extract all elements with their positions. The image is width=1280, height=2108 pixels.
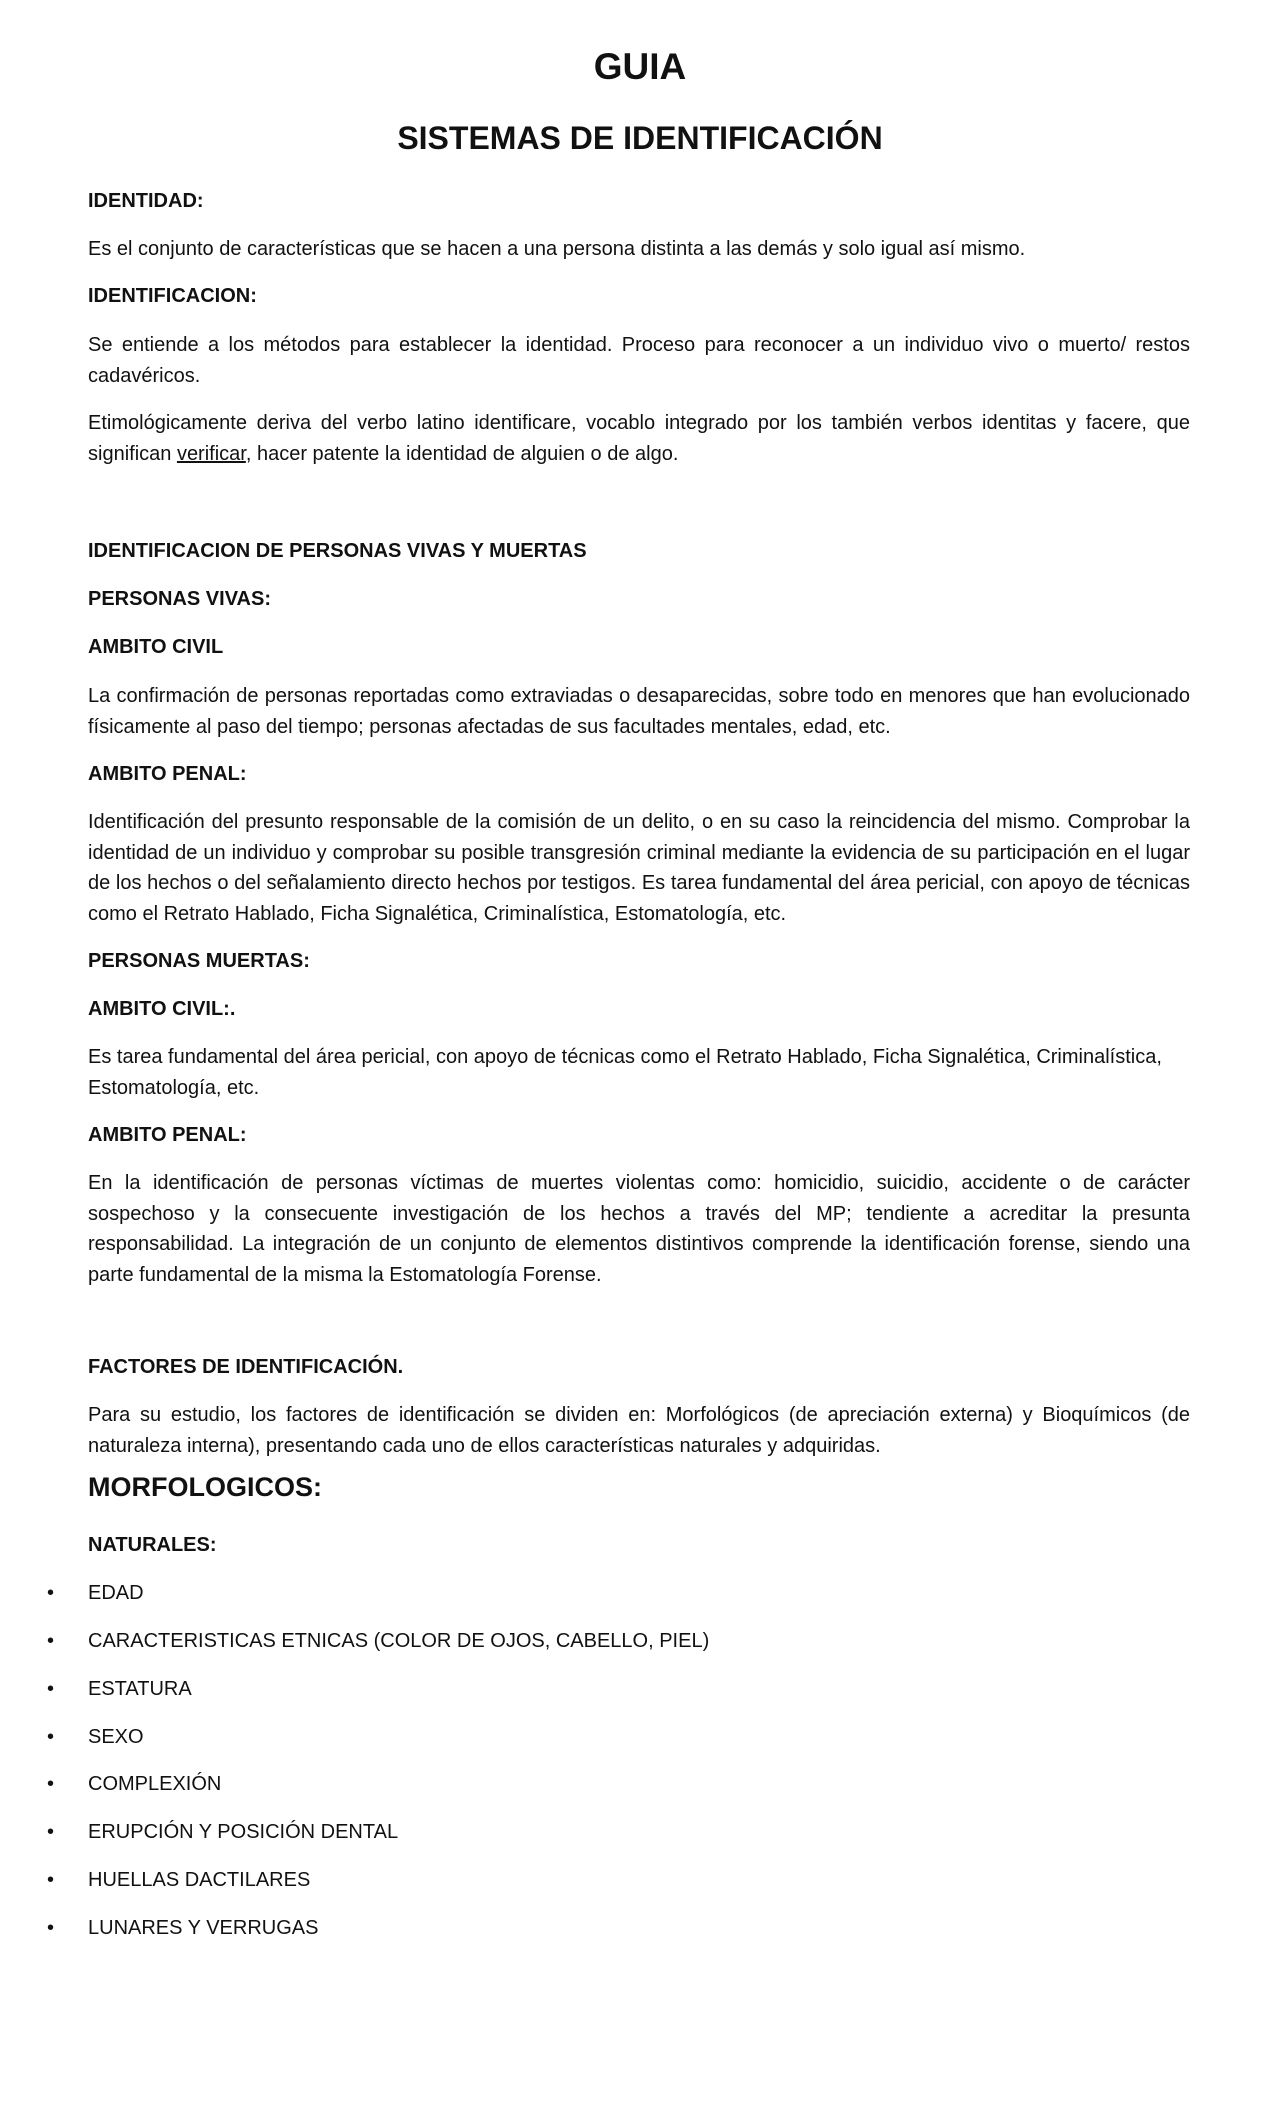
vivas-civil-heading: AMBITO CIVIL: [88, 636, 224, 658]
bullet-icon: •: [47, 1917, 55, 1939]
etymology-underlined-word: verificar: [176, 442, 246, 465]
vivas-penal-heading: AMBITO PENAL:: [88, 763, 247, 785]
muertas-civil-heading: AMBITO CIVIL:.: [88, 998, 236, 1020]
list-item: CARACTERISTICAS ETNICAS (COLOR DE OJOS, CABELLO, PIEL): [88, 1630, 710, 1652]
list-item: EDAD: [88, 1582, 144, 1604]
vivas-penal-text: Identificación del presunto responsable de la comisión de un delito, o en su caso la reincidencia del mismo. Comprobar la identidad de un individuo y comprobar su posible transgresión criminal mediante la evidencia de su participación en el lugar de los hechos o del señalamiento directo hechos por testigos. Es tarea fundamental del área pericial, con apoyo de técnicas como el Retrato Hablado, Ficha Signalética, Criminalística, Estomatología, etc.: [88, 811, 1190, 925]
factores-text: Para su estudio, los factores de identificación se dividen en: Morfológicos (de apreciación externa) y Bioquímicos (de naturaleza interna), presentando cada uno de ellos características naturales y adquiridas.: [88, 1404, 1190, 1457]
etymology-paragraph: [88, 408, 1190, 469]
bullet-icon: •: [47, 1726, 55, 1748]
muertas-penal-text: En la identificación de personas víctimas de muertes violentas como: homicidio, suicidio, accidente o de carácter sospechoso y la consecuente investigación de los hechos a través del MP; tendiente a acreditar la presunta responsabilidad. La integración de un conjunto de elementos distintivos comprende la identificación forense, siendo una parte fundamental de la misma la Estomatología Forense.: [88, 1172, 1190, 1286]
identidad-heading: IDENTIDAD:: [88, 190, 204, 212]
etymology-text-part2: , hacer patente la identidad de alguien o de algo.: [245, 442, 679, 465]
list-item: SEXO: [88, 1726, 144, 1748]
list-item: HUELLAS DACTILARES: [88, 1869, 311, 1891]
list-item: ERUPCIÓN Y POSICIÓN DENTAL: [88, 1821, 399, 1843]
identidad-text: Es el conjunto de características que se hacen a una persona distinta a las demás y solo igual así mismo.: [88, 238, 1026, 260]
identificacion-heading: IDENTIFICACION:: [88, 285, 257, 307]
muertas-civil-text: Es tarea fundamental del área pericial, con apoyo de técnicas como el Retrato Hablado, Ficha Signalética, Criminalística, Estomatología, etc.: [88, 1046, 1162, 1099]
personas-heading: IDENTIFICACION DE PERSONAS VIVAS Y MUERTAS: [88, 540, 587, 562]
list-item: ESTATURA: [88, 1678, 192, 1700]
document-title: GUIA: [593, 46, 687, 87]
etymology-text-part1: Etimológicamente deriva del verbo latino identificare, vocablo integrado por los también verbos identitas y facere, que significan: [88, 412, 1190, 465]
bullet-icon: •: [47, 1821, 55, 1843]
list-item: LUNARES Y VERRUGAS: [88, 1917, 319, 1939]
muertas-penal-heading: AMBITO PENAL:: [88, 1124, 247, 1146]
identificacion-text: Se entiende a los métodos para establecer la identidad. Proceso para reconocer a un individuo vivo o muerto/ restos cadavéricos.: [88, 334, 1190, 387]
factores-heading: FACTORES DE IDENTIFICACIÓN.: [88, 1356, 404, 1378]
bullet-icon: •: [47, 1582, 55, 1604]
vivas-civil-text: La confirmación de personas reportadas como extraviadas o desaparecidas, sobre todo en menores que han evolucionado físicamente al paso del tiempo; personas afectadas de sus facultades mentales, edad, etc.: [88, 685, 1190, 738]
morfologicos-heading: MORFOLOGICOS:: [88, 1472, 322, 1502]
bullet-icon: •: [47, 1869, 55, 1891]
document-subtitle: SISTEMAS DE IDENTIFICACIÓN: [397, 120, 883, 156]
personas-muertas-heading: PERSONAS MUERTAS:: [88, 950, 310, 972]
bullet-icon: •: [47, 1678, 55, 1700]
bullet-icon: •: [47, 1773, 55, 1795]
list-item: COMPLEXIÓN: [88, 1773, 222, 1795]
personas-vivas-heading: PERSONAS VIVAS:: [88, 588, 271, 610]
naturales-heading: NATURALES:: [88, 1534, 217, 1556]
bullet-icon: •: [47, 1630, 55, 1652]
